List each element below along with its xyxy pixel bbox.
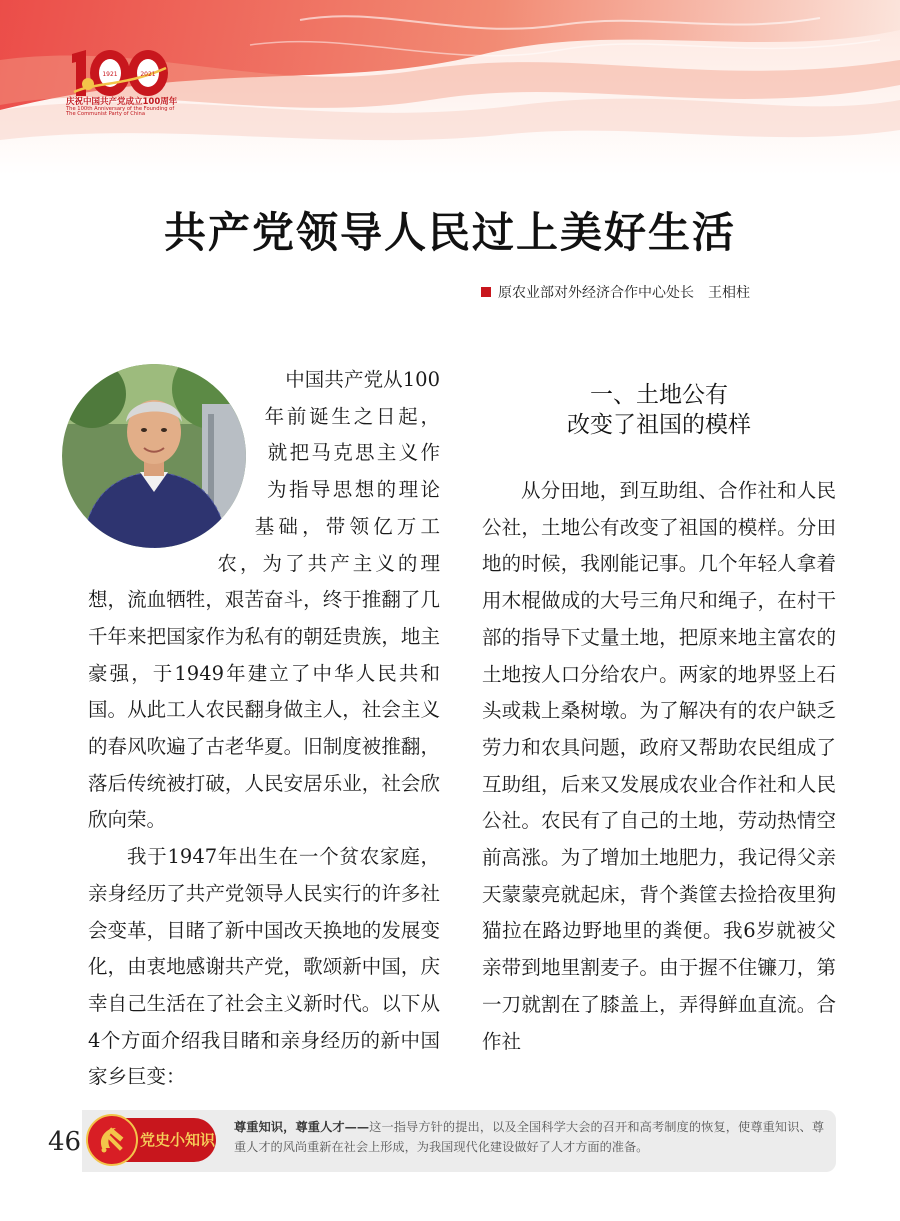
logo-caption [66, 98, 186, 118]
section-heading-line-1: 一、土地公有 [590, 382, 728, 408]
page-number: 46 [48, 1127, 82, 1157]
party-emblem-icon [86, 1114, 138, 1166]
logo-caption-cn: 庆祝中国共产党成立100周年 [66, 97, 178, 107]
badge-label: 党史小知识 [140, 1131, 216, 1149]
article-title: 共产党领导人民过上美好生活 [163, 208, 736, 257]
section-heading-line-2: 改变了祖国的模样 [567, 412, 751, 438]
left-column [88, 362, 440, 1096]
hammer-sickle-icon [82, 78, 94, 90]
svg-text:1921: 1921 [102, 71, 118, 78]
paragraph-2: 我于1947年出生在一个贫农家庭，亲身经历了共产党领导人民实行的许多社会变革，目睹了新中国改天换地的发展变化，由衷地感谢共产党，歌颂新中国，庆幸自己生活在了社会主义新时代。以下从4个方面介绍我目睹和亲身经历的新中国家乡巨变： [88, 845, 440, 1089]
logo-caption-en-2: The Communist Party of China [66, 111, 146, 118]
paragraph-1: 中国共产党从100年前诞生之日起，就把马克思主义作为指导思想的理论基础，带领亿万工农，为了共产主义的理想，流血牺牲，艰苦奋斗，终于推翻了几千年来把国家作为私有的朝廷贵族，地主豪强，于1949年建立了中华人民共和国。从此工人农民翻身做主人，社会主义的春风吹遍了古老华夏。旧制度被推翻，落后传统被打破，人民安居乐业，社会欣欣向荣。 [88, 368, 440, 832]
byline-text: 原农业部对外经济合作中心处长 王相柱 [498, 285, 750, 301]
logo-caption-en-1: The 100th Anniversary of the Founding of [66, 105, 175, 112]
footer-tip-body: 这一指导方针的提出，以及全国科学大会的召开和高考制度的恢复，使尊重知识、尊重人才的风尚重新在社会上形成，为我国现代化建设做好了人才方面的准备。 [234, 1120, 825, 1154]
paragraph-3: 从分田地，到互助组、合作社和人民公社，土地公有改变了祖国的模样。分田地的时候，我刚能记事。几个年轻人拿着用木棍做成的大号三角尺和绳子，在村干部的指导下丈量土地，把原来地主富农的土地按人口分给农户。两家的地界竖上石头或栽上桑树墩。为了解决有的农户缺乏劳力和农具问题，政府又帮助农民组成了互助组，后来又发展成农业合作社和人民公社。农民有了自己的土地，劳动热情空前高涨。为了增加土地肥力，我记得父亲天蒙蒙亮就起床，背个粪筐去捡拾夜里狗猫拉在路边野地里的粪便。我6岁就被父亲带到地里割麦子。由于握不住镰刀，第一刀就割在了膝盖上，弄得鲜血直流。合作社 [482, 479, 836, 1053]
article-byline [481, 282, 750, 302]
footer-tip-bold: 尊重知识，尊重人才—— [234, 1120, 370, 1134]
right-column [482, 473, 836, 1060]
red-square-icon [481, 287, 491, 297]
svg-text:2021: 2021 [140, 71, 156, 78]
section-heading [482, 380, 836, 440]
footer-tip-text [234, 1117, 824, 1157]
